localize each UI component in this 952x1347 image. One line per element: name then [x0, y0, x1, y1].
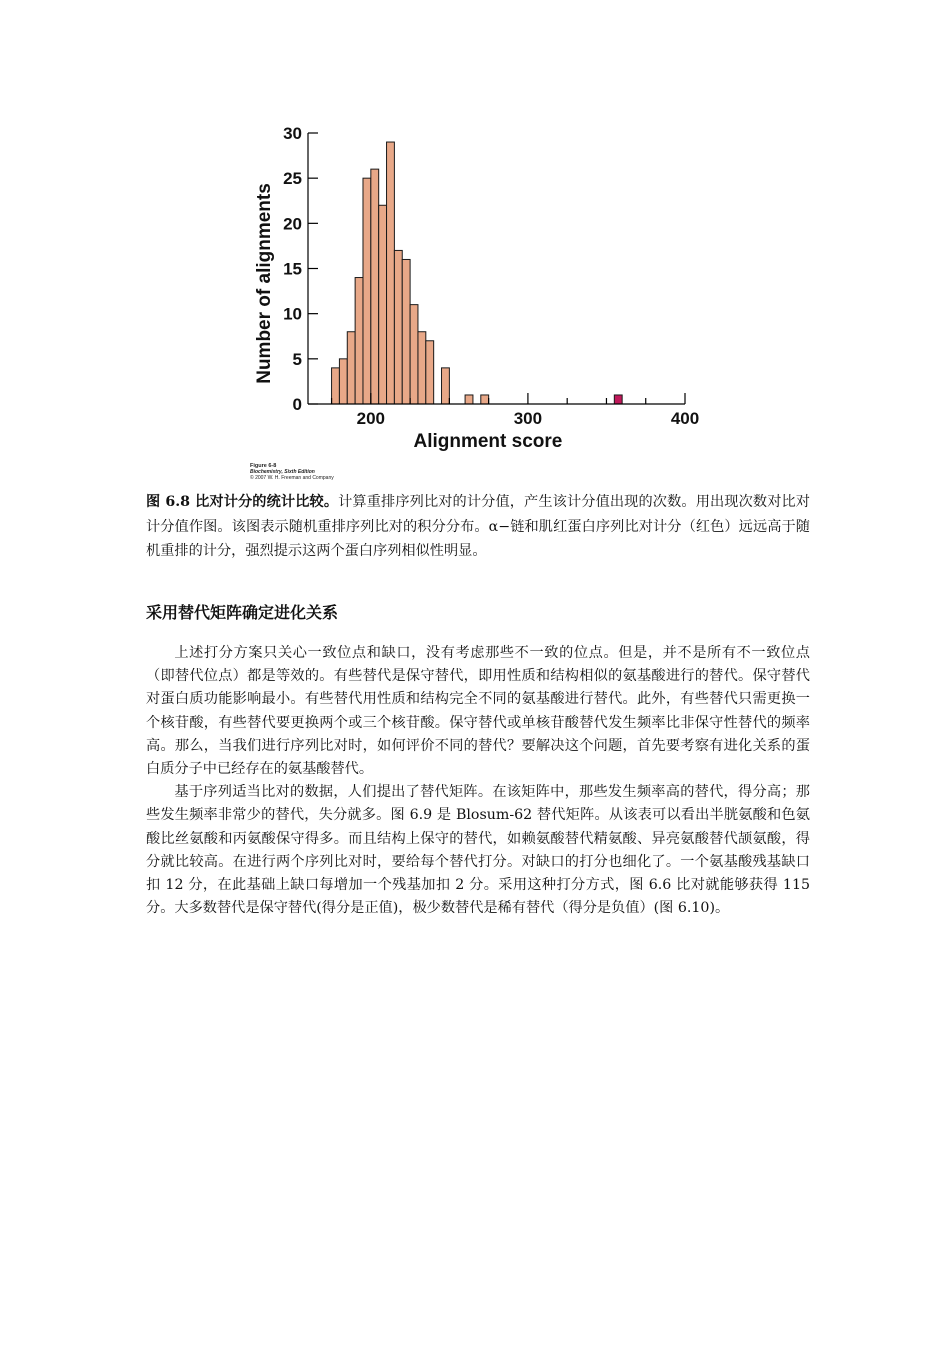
- caption-text: 计算重排序列比对的计分值，产生该计分值出现的次数。用出现次数对比对计分值作图。该图表示随机重排序列比对的积分分布。α−链和肌红蛋白序列比对计分（红色）远远高于随机重排的计分，强烈提示这两个蛋白序列相似性明显。: [146, 494, 810, 559]
- histogram-bar: [394, 250, 402, 404]
- figure-credit-number: Figure 6-8: [250, 463, 277, 469]
- histogram-bar: [465, 395, 473, 404]
- section-heading: 采用替代矩阵确定进化关系: [146, 603, 339, 622]
- figure-credit: [250, 463, 334, 481]
- histogram-bar: [614, 395, 622, 404]
- histogram-bar: [481, 395, 489, 404]
- section-body: [146, 642, 810, 920]
- y-tick-label: 30: [283, 124, 302, 143]
- y-axis-title: Number of alignments: [254, 183, 275, 384]
- histogram-bar: [347, 332, 355, 404]
- y-tick-label: 10: [283, 304, 302, 324]
- histogram-bar: [339, 359, 347, 404]
- figure-caption: [146, 490, 810, 564]
- histogram-bar: [410, 305, 418, 404]
- alignment-score-histogram: [248, 118, 708, 468]
- histogram-bar: [363, 178, 371, 404]
- paragraph: 上述打分方案只关心一致位点和缺口，没有考虑那些不一致的位点。但是，并不是所有不一致位点（即替代位点）都是等效的。有些替代是保守替代，即用性质和结构相似的氨基酸进行的替代。保守替代对蛋白质功能影响最小。有些替代用性质和结构完全不同的氨基酸进行替代。此外，有些替代只需更换一个核苷酸，有些替代要更换两个或三个核苷酸。保守替代或单核苷酸替代发生频率比非保守性替代的频率高。那么，当我们进行序列比对时，如何评价不同的替代？要解决这个问题，首先要考察有进化关系的蛋白质分子中已经存在的氨基酸替代。: [146, 645, 810, 778]
- histogram-bar: [426, 341, 434, 404]
- histogram-bar: [402, 259, 410, 404]
- y-tick-label: 15: [283, 259, 302, 279]
- paragraph: 基于序列适当比对的数据，人们提出了替代矩阵。在该矩阵中，那些发生频率高的替代，得分高；那些发生频率非常少的替代，失分就多。图 6.9 是 Blosum-62 替代矩阵。从该表可以看出半胱氨酸和色氨酸比丝氨酸和丙氨酸保守得多。而且结构上保守的替代，如赖氨酸替代精氨酸、异亮氨酸替代颉氨酸，得分就比较高。在进行两个序列比对时，要给每个替代打分。对缺口的打分也细化了。一个氨基酸残基缺口扣 12 分，在此基础上缺口每增加一个残基加扣 2 分。采用这种打分方式，图 6.6 比对就能够获得 115 分。大多数替代是保守替代(得分是正值)，极少数替代是稀有替代（得分是负值）(图 6.10)。: [146, 784, 810, 917]
- x-tick-label: 400: [670, 409, 700, 428]
- histogram-bar: [355, 278, 363, 404]
- x-tick-label: 300: [513, 409, 543, 428]
- histogram-bar: [371, 169, 379, 404]
- figure-credit-book: Biochemistry, Sixth Edition: [250, 469, 315, 475]
- y-tick-label: 0: [292, 395, 302, 414]
- histogram-bar: [387, 142, 395, 404]
- histogram-bar: [379, 205, 387, 404]
- y-tick-label: 5: [292, 349, 302, 369]
- histogram-figure: [248, 118, 708, 488]
- histogram-bar: [418, 332, 426, 404]
- y-tick-label: 20: [283, 214, 302, 234]
- x-axis-title: Alignment score: [413, 431, 563, 452]
- histogram-bar: [332, 368, 340, 404]
- caption-label: 图 6.8 比对计分的统计比较。: [146, 494, 339, 510]
- x-tick-label: 200: [356, 409, 386, 428]
- histogram-bar: [442, 368, 450, 404]
- y-tick-label: 25: [283, 169, 302, 189]
- figure-credit-copyright: © 2007 W. H. Freeman and Company: [250, 475, 334, 481]
